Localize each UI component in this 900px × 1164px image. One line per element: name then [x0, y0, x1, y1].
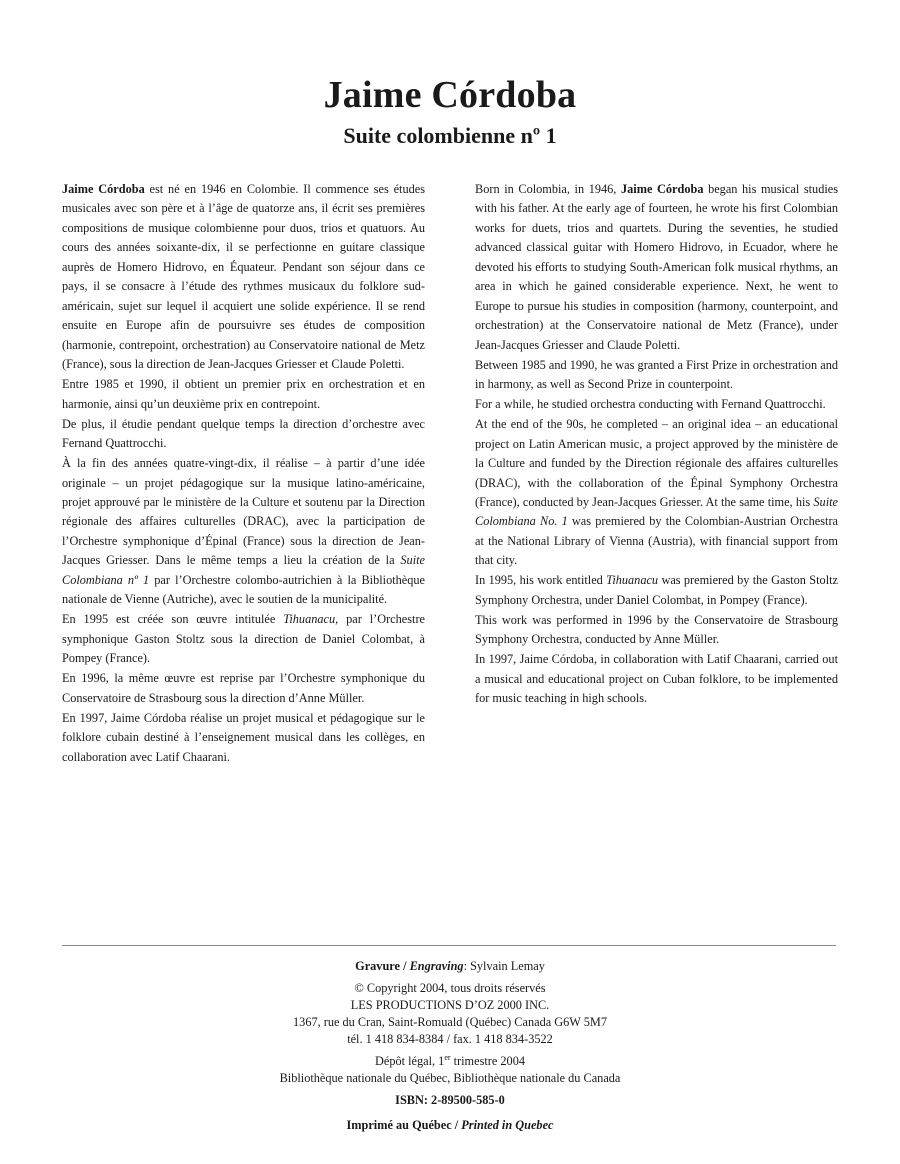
printed-in-separator: / — [451, 1118, 462, 1132]
work-title-italic: Suite Colombiana No. 1 — [475, 495, 838, 529]
biography-french — [62, 180, 425, 768]
isbn-value: ISBN: 2-89500-585-0 — [395, 1093, 505, 1107]
bio-en-text: began his musical studies with his father. At the early age of fourteen, he wrote his first Colombian works for duets, trios and quartets. During the seventies, he studied advanced classical guitar with Homero Hidrovo, in Ecuador, where he devoted his efforts to studying South-American folk musical rhythms, an area in which he gained considerable experience. Next, he went to Europe to pursue his studies in composition (harmony, counterpoint, and orchestration) at the Conservatoire national de Metz (France), under Jean-Jacques Griesser and Claude Poletti. — [475, 182, 838, 352]
page-header — [0, 72, 900, 150]
legal-deposit-ordinal: er — [444, 1052, 451, 1062]
bio-fr-paragraph-3: De plus, il étudie pendant quelque temps la direction d’orchestre avec Fernand Quattrocchi. — [62, 416, 425, 451]
bio-en-text: was premiered by the Colombian-Austrian Orchestra at the National Library of Vienna (Austria), with financial support from that city. — [475, 514, 839, 568]
printed-in-fr: Imprimé au Québec — [346, 1118, 452, 1132]
bio-fr-text: par l’Orchestre colombo-autrichien à la Bibliothèque nationale de Vienne (Autriche), avec le soutien de la municipalité. — [62, 572, 425, 607]
engraver-name: : Sylvain Lemay — [463, 959, 545, 973]
bio-fr-paragraph-5 — [62, 610, 425, 668]
bio-en-text: was premiered by the Gaston Stoltz Symphony Orchestra, under Daniel Colombat, in Pompey (France). — [475, 573, 838, 607]
footer-divider — [62, 945, 836, 946]
printed-in — [0, 1117, 900, 1134]
bio-fr-text: En 1995 est créée son œuvre intitulée — [62, 612, 284, 627]
national-libraries: Bibliothèque nationale du Québec, Bibliothèque nationale du Canada — [279, 1071, 621, 1085]
bio-fr-text: , par l’Orchestre symphonique Gaston Stoltz sous la direction de Daniel Colombat, à Pompey (France). — [62, 612, 426, 666]
composer-name-bold: Jaime Córdoba — [620, 182, 704, 196]
publisher-phone: tél. 1 418 834-8384 / fax. 1 418 834-3522 — [347, 1032, 553, 1046]
composer-name-bold: Jaime Córdoba — [62, 182, 145, 196]
publisher-name: LES PRODUCTIONS D’OZ 2000 INC. — [350, 998, 550, 1012]
colophon — [0, 958, 900, 1134]
bio-en-paragraph-6: This work was performed in 1996 by the Conservatoire de Strasbourg Symphony Orchestra, conducted by Anne Müller. — [475, 612, 838, 647]
isbn — [0, 1092, 900, 1109]
bio-fr-paragraph-7: En 1997, Jaime Córdoba réalise un projet musical et pédagogique sur le folklore cubain destiné à l’enseignement musical dans les collèges, en collaboration avec Latif Chaarani. — [62, 710, 425, 764]
legal-deposit-text: trimestre 2004 — [450, 1054, 525, 1068]
work-title-italic: Tihuanacu — [606, 573, 659, 588]
publisher-address: 1367, rue du Cran, Saint-Romuald (Québec) Canada G6W 5M7 — [293, 1015, 607, 1029]
bio-fr-paragraph-2: Entre 1985 et 1990, il obtient un premier prix en orchestration et en harmonie, ainsi qu’un deuxième prix en contrepoint. — [62, 377, 425, 411]
work-title-italic: Suite Colombiana nº 1 — [62, 553, 425, 587]
engraving-label-fr: Gravure — [355, 959, 400, 973]
bio-en-paragraph-5 — [475, 571, 838, 610]
bio-fr-paragraph-1 — [62, 180, 425, 375]
bio-en-paragraph-2: Between 1985 and 1990, he was granted a First Prize in orchestration and in harmony, as well as Second Prize in counterpoint. — [475, 357, 838, 392]
copyright-notice: © Copyright 2004, tous droits réservés — [354, 981, 546, 995]
biography-english — [475, 180, 838, 709]
composer-name: Jaime Córdoba — [323, 74, 577, 116]
work-title-italic: Tihuanacu — [283, 612, 336, 627]
bio-en-paragraph-3: For a while, he studied orchestra conducting with Fernand Quattrocchi. — [475, 397, 826, 412]
printed-in-en: Printed in Quebec — [461, 1118, 554, 1132]
engraving-credit — [0, 958, 900, 975]
bio-en-paragraph-1 — [475, 180, 838, 355]
legal-deposit — [0, 1053, 900, 1070]
bio-fr-paragraph-4 — [62, 454, 425, 610]
bio-en-text: At the end of the 90s, he completed – an original idea – an educational project on Latin American music, a project approved by the ministère de la Culture and funded by the Direction régionale des affaires culturelles (DRAC), with the collaboration of the Épinal Symphony Orchestra (France), conducted by Jean-Jacques Griesser. At the same time, his — [475, 417, 838, 510]
bio-en-paragraph-4 — [475, 415, 838, 571]
bio-fr-paragraph-6: En 1996, la même œuvre est reprise par l’Orchestre symphonique du Conservatoire de Strasbourg sous la direction d’Anne Müller. — [62, 671, 425, 705]
engraving-label-en: Engraving — [409, 959, 464, 973]
bio-en-paragraph-7: In 1997, Jaime Córdoba, in collaboration with Latif Chaarani, carried out a musical and educational project on Cuban folklore, to be implemented for music teaching in high schools. — [475, 652, 838, 706]
work-title: Suite colombienne nº 1 — [343, 123, 557, 148]
legal-deposit-text: Dépôt légal, 1 — [375, 1054, 445, 1068]
bio-en-text: In 1995, his work entitled — [475, 573, 607, 588]
bio-en-text: Born in Colombia, in 1946, — [475, 182, 621, 196]
bio-fr-text: est né en 1946 en Colombie. Il commence ses études musicales avec son père et à l’âge de quatorze ans, il écrit ses premières compositions de musique colombienne pour duos, trios et quatuors. Au cours des années soixante-dix, il se perfectionne en guitare classique auprès de Homero Hidrovo, en Équateur. Pendant son séjour dans ce pays, il se consacre à l’étude des rythmes musicaux du folklore sud-américain, sujet sur lequel il acquiert une solide expérience. Il se rend ensuite en Europe afin de poursuivre ses études de composition (harmonie, contrepoint, orchestration) au Conservatoire national de Metz (France), sous la direction de Jean-Jacques Griesser et Claude Poletti. — [62, 182, 425, 372]
engraving-separator: / — [400, 959, 410, 973]
bio-fr-text: À la fin des années quatre-vingt-dix, il réalise – à partir d’une idée originale – un projet pédagogique sur la musique latino-américaine, projet approuvé par le ministère de la Culture et soutenu par la Direction régionale des affaires culturelles (DRAC), avec la participation de l’Orchestre symphonique d’Épinal (France) sous la direction de Jean-Jacques Griesser. Dans le même temps a lieu la création de la — [62, 456, 425, 568]
